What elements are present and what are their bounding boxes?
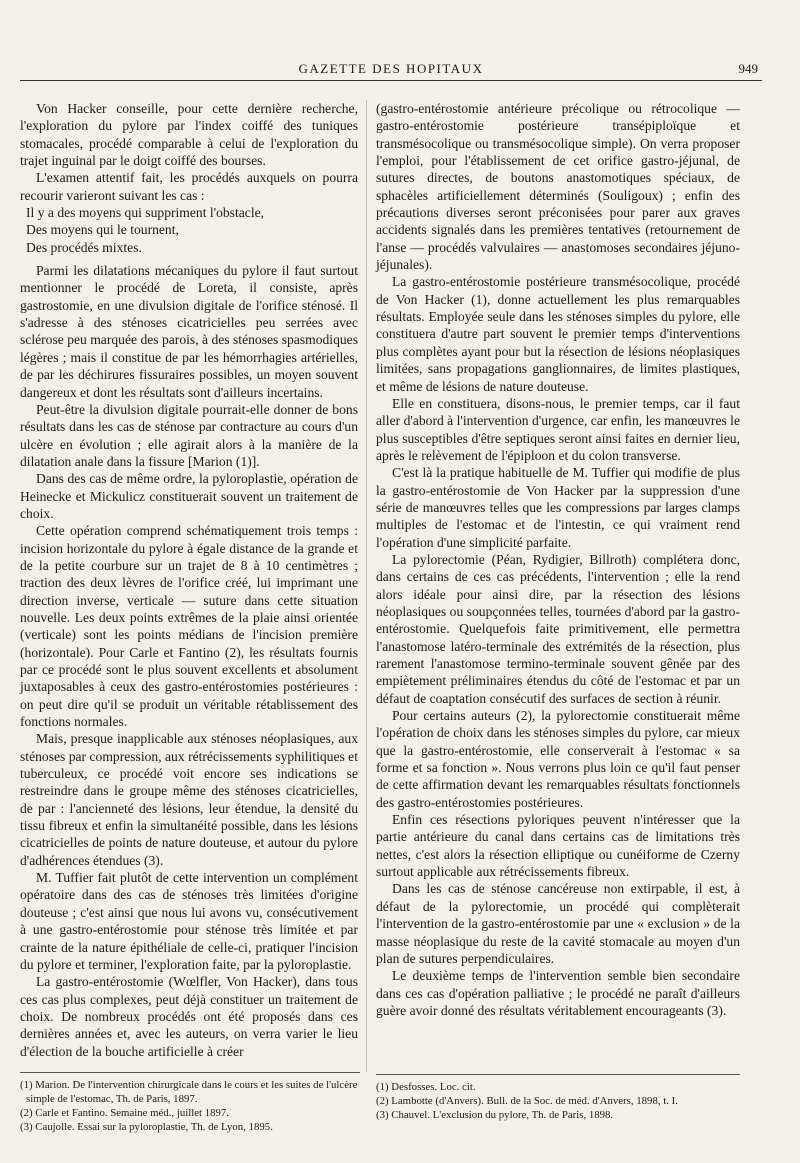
paragraph: M. Tuffier fait plutôt de cette intervention un complément opératoire dans des cas de sténoses très limitées d'origine douteuse ; c'est ainsi que nous lui avons vu, consécutivement à une gastro-entérostomie pour sténose très limitée et par crainte de la nature épithéliale de celle-ci, pratiquer l'incision du pylore et terminer, l'exploration faite, par la pyloroplastie.: [20, 870, 358, 972]
paragraph: Dans les cas de sténose cancéreuse non extirpable, il est, à défaut de la pylorectomie, un procédé qui complèterait l'intervention de la gastro-entérostomie par une « exclusion » de la masse néoplasique du reste de la cavité stomacale au moyen d'un plan de sutures perpendiculaires.: [376, 881, 740, 966]
right-column: [376, 100, 740, 1019]
footnote: (2) Carle et Fantino. Semaine méd., juillet 1897.: [20, 1107, 229, 1119]
paragraph: Elle en constituera, disons-nous, le premier temps, car il faut aller d'abord à l'intervention d'urgence, car enfin, les manœuvres le plus susceptibles d'être septiques seront ainsi faites en dernier lieu, après le relèvement de l'épiploon et du colon transverse.: [376, 395, 740, 463]
left-column: [20, 100, 358, 1060]
paragraph: Le deuxième temps de l'intervention semble bien secondaire dans ces cas d'opération palliative ; le procédé ne paraît d'ailleurs guère avoir donné des résultats véritablement encourageants (3).: [376, 968, 740, 1018]
footnote-rule-right: [376, 1074, 740, 1075]
footnote: (1) Marion. De l'intervention chirurgicale dans le cours et les suites de l'ulcère simple de l'estomac, Th. de Paris, 1897.: [20, 1079, 358, 1105]
footnote: (3) Caujolle. Essai sur la pyloroplastie, Th. de Lyon, 1895.: [20, 1121, 273, 1133]
paragraph: La gastro-entérostomie (Wœlfler, Von Hacker), dans tous ces cas plus complexes, peut déjà constituer un traitement de choix. De nombreux procédés ont été proposés dans ces dernières années et, avec les auteurs, on verra varier le lieu d'élection de la bouche artificielle à créer: [20, 974, 358, 1059]
paragraph: Des procédés mixtes.: [26, 239, 142, 255]
journal-title: GAZETTE DES HOPITAUX: [298, 61, 484, 76]
paragraph: C'est là la pratique habituelle de M. Tuffier qui modifie de plus la gastro-entérostomie de Von Hacker par la suppression d'une série de manœuvres telles que les compressions par larges clamps multiples de l'estomac et de l'intestin, ce qui vraiment rend l'opération d'une simplicité parfaite.: [376, 465, 740, 550]
footnote: (2) Lambotte (d'Anvers). Bull. de la Soc. de méd. d'Anvers, 1898, t. I.: [376, 1095, 678, 1107]
paragraph: La pylorectomie (Péan, Rydigier, Billroth) complétera donc, dans certains de ces cas précédents, l'intervention ; elle la rend alors idéale pour ainsi dire, par la résection des lésions néoplasiques ou soupçonnées telles, tournées d'abord par la gastro-entérostomie. Quelquefois faite primitivement, elle permettra l'anastomose latéro-terminale des extrémités de la résection, plus rarement l'anastomose termino-terminale souvent gênée par des empiètement préliminaires étendus du côté de l'estomac et par un défaut de coaptation consécutif des surfaces de section à réunir.: [376, 551, 740, 706]
paragraph: Parmi les dilatations mécaniques du pylore il faut surtout mentionner le procédé de Loreta, il consiste, après gastrostomie, en une divulsion digitale de l'orifice sténosé. Il s'adresse à des sténoses cicatricielles peu serrées avec sclérose peu marquée des parois, à des sténoses spasmodiques légères ; mais il constitue de par les hémorrhagies artérielles, de par les déchirures fissuraires possibles, un moyen souvent dangereux et dont les résultats sont d'ailleurs incertains.: [20, 263, 358, 400]
footnotes-left: [20, 1078, 360, 1134]
paragraph: Von Hacker conseille, pour cette dernière recherche, l'exploration du pylore par l'index coiffé des tuniques stomacales, procédé comparable à celui de l'exploration du trajet inguinal par le doigt coiffé des bourses.: [20, 101, 358, 169]
paragraph: Mais, presque inapplicable aux sténoses néoplasiques, aux sténoses par compression, aux rétrécissements syphilitiques et tuberculeux, ce procédé voit encore ses indications se restreindre dans le groupe même des sténoses cicatricielles, de par : l'ancienneté des lésions, leur étendue, la densité du tissu fibreux et enfin la simultanéité possible, dans les lésions cicatricielles de points de nature douteuse, et autour du pylore d'adhérences étendues (3).: [20, 731, 358, 868]
footnote: (1) Desfosses. Loc. cit.: [376, 1081, 476, 1093]
page-number: 949: [738, 61, 758, 76]
paragraph: Dans des cas de même ordre, la pyloroplastie, opération de Heinecke et Mickulicz constituerait souvent un traitement de choix.: [20, 471, 358, 521]
paragraph: Il y a des moyens qui suppriment l'obstacle,: [26, 205, 265, 221]
paragraph: Des moyens qui le tournent,: [26, 222, 179, 238]
paragraph: Cette opération comprend schématiquement trois temps : incision horizontale du pylore à égale distance de la grande et de la petite courbure sur un trajet de 8 à 10 centimètres ; traction des deux lèvres de l'orifice créé, lui imprimant une direction inverse, verticale — suture dans cette situation nouvelle. Les deux points extrêmes de la plaie ainsi orientée (verticale) sont les points médians de l'incision première (horizontale). Pour Carle et Fantino (2), les résultats fournis par ce procédé sont le plus souvent excellents et absolument juxtaposables à ceux des gastro-entérostomies postérieures : on peut dire qu'il se produit un véritable rétablissement des fonctions normales.: [20, 523, 358, 730]
footnotes-right: [376, 1080, 740, 1122]
paragraph: Enfin ces résections pyloriques peuvent n'intéresser que la partie antérieure du canal dans certains cas de limitations très nettes, c'est alors la résection elliptique ou cunéiforme de Czerny surtout applicable aux rétrécissements fibreux.: [376, 812, 740, 880]
paragraph: L'examen attentif fait, les procédés auxquels on pourra recourir varieront suivant les cas :: [20, 170, 358, 203]
column-divider: [366, 100, 367, 1072]
paragraph: Peut-être la divulsion digitale pourrait-elle donner de bons résultats dans les cas de sténose par contracture au cours d'un ulcère en évolution ; elle agirait alors à la manière de la dilatation anale dans la fissure [Marion (1)].: [20, 401, 358, 469]
page-header: [20, 58, 762, 81]
paragraph: Pour certains auteurs (2), la pylorectomie constituerait même l'opération de choix dans les sténoses simples du pylore, car mieux que la gastro-entérostomie, elle conserverait à l'estomac « sa forme et sa fonction ». Nous verrons plus loin ce qu'il faut penser de cette affirmation devant les remarquables résultats fonctionnels des gastro-entérostomies postérieures.: [376, 708, 740, 810]
paragraph: La gastro-entérostomie postérieure transmésocolique, procédé de Von Hacker (1), donne actuellement les plus remarquables résultats. Employée seule dans les sténoses simples du pylore, elle constituera d'autre part souvent le premier temps d'interventions plus complètes ayant pour but la résection de lésions néoplasiques limitées, sans propagations ganglionnaires, de limites plastiques, et même de lésions de nature douteuse.: [376, 274, 740, 394]
paragraph: (gastro-entérostomie antérieure précolique ou rétrocolique — gastro-entérostomie postérieure transépiploïque et transmésocolique ou transmésocolique simple). On verra proposer l'emploi, pour l'établissement de cet orifice gastro-jéjunal, de sutures directes, de boutons anastomotiques spéciaux, de sphacèles artificiellement déterminés (Souligoux) ; enfin des précautions diverses seront préconisées pour parer aux graves accidents signalés dans les premières tentatives (retournement de l'anse — procédés valvulaires — anastomoses secondaires jéjuno-jéjunales).: [376, 101, 740, 273]
footnote-rule-left: [20, 1072, 360, 1073]
footnote: (3) Chauvel. L'exclusion du pylore, Th. de Paris, 1898.: [376, 1109, 614, 1121]
